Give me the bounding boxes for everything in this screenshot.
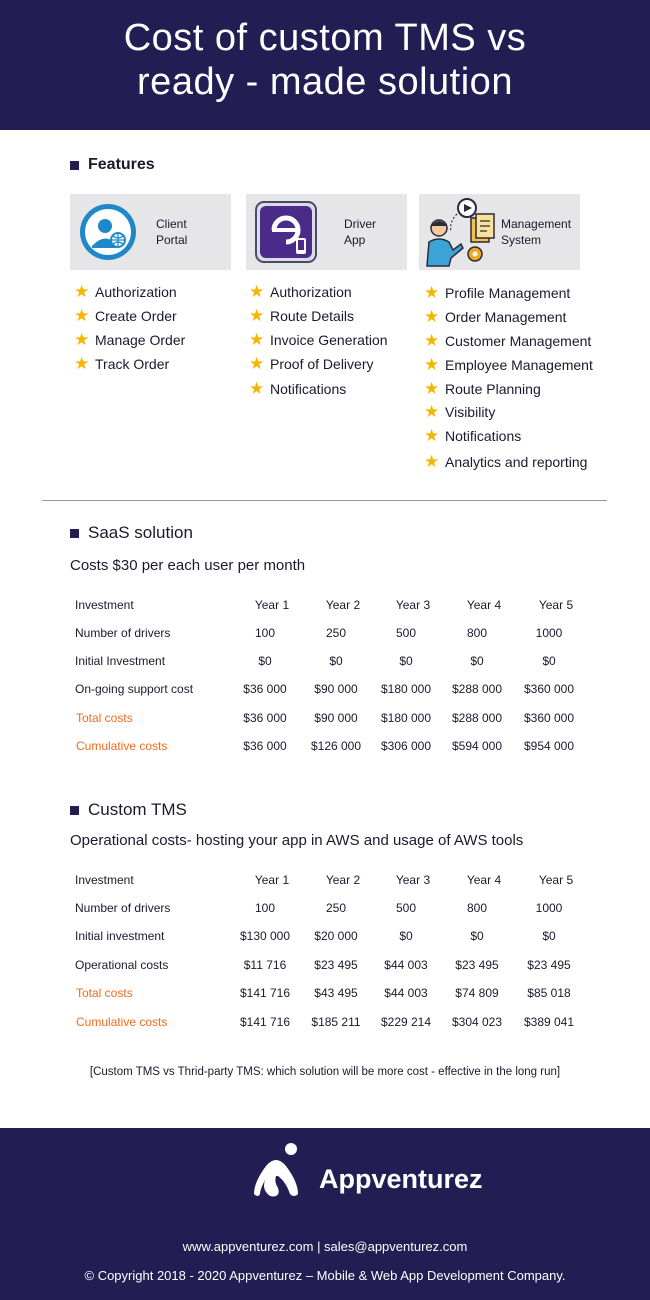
- table-row-label: On-going support cost: [75, 682, 194, 696]
- star-icon: ★: [424, 355, 440, 374]
- feature-item: [249, 381, 346, 397]
- management-system-title: Management System: [501, 217, 572, 247]
- feature-item-label: Track Order: [95, 356, 170, 372]
- table-header-cell: Investment: [75, 598, 134, 612]
- brand-name: Appventurez: [319, 1164, 483, 1194]
- table-cell: $141 716: [239, 986, 291, 1000]
- feature-item-label: Analytics and reporting: [445, 454, 588, 470]
- bullet-square-icon: [70, 806, 79, 815]
- feature-item: [424, 357, 593, 373]
- table-cell: $44 003: [384, 986, 428, 1000]
- feature-item: [424, 454, 587, 470]
- feature-item: [74, 284, 177, 300]
- star-icon: ★: [249, 379, 265, 398]
- feature-item: [74, 308, 177, 324]
- table-cell: $36 000: [243, 739, 287, 753]
- star-icon: ★: [74, 330, 90, 349]
- feature-item: [249, 284, 352, 300]
- table-header-cell: Year 2: [325, 598, 361, 612]
- table-row-label: Number of drivers: [75, 626, 171, 640]
- management-system-card: [419, 194, 580, 270]
- table-header-cell: Year 4: [466, 598, 502, 612]
- table-cell: 800: [466, 901, 488, 915]
- star-icon: ★: [249, 306, 265, 325]
- feature-item-label: Authorization: [270, 284, 352, 300]
- feature-item: [424, 333, 591, 349]
- client-portal-card: [70, 194, 231, 270]
- table-cell: 1000: [535, 626, 563, 640]
- table-cell: $180 000: [380, 682, 432, 696]
- feature-item-label: Invoice Generation: [270, 332, 388, 348]
- appventurez-logo-icon: [250, 1142, 316, 1198]
- driver-app-icon: [254, 200, 318, 264]
- table-row-label: Initial Investment: [75, 654, 166, 668]
- table-cell: $0: [329, 654, 343, 668]
- custom-tms-heading-text: Custom TMS: [88, 800, 187, 819]
- feature-item-label: Visibility: [445, 404, 496, 420]
- table-cell: $141 716: [239, 1015, 291, 1029]
- table-cell: $389 041: [523, 1015, 575, 1029]
- feature-item-label: Manage Order: [95, 332, 186, 348]
- table-row-label: Operational costs: [75, 958, 169, 972]
- table-cell: $288 000: [451, 711, 503, 725]
- table-header-cell: Year 3: [395, 598, 431, 612]
- feature-item: [74, 356, 169, 372]
- table-cell: 250: [325, 626, 347, 640]
- driver-app-title: Driver App: [344, 217, 376, 247]
- table-cell: $36 000: [243, 711, 287, 725]
- table-row-label: Total costs: [76, 711, 133, 725]
- features-heading-text: Features: [88, 156, 155, 173]
- footer: [0, 1128, 650, 1300]
- page-title-line2: ready - made solution: [137, 61, 513, 103]
- features-heading: [70, 156, 155, 174]
- table-header-cell: Year 3: [395, 873, 431, 887]
- table-cell: $306 000: [380, 739, 432, 753]
- table-row-label: Cumulative costs: [76, 739, 168, 753]
- table-header-cell: Investment: [75, 873, 134, 887]
- table-cell: 1000: [535, 901, 563, 915]
- client-portal-icon: [78, 202, 138, 262]
- brand-logo: [250, 1142, 483, 1212]
- table-cell: $44 003: [384, 958, 428, 972]
- table-header-cell: Year 1: [254, 873, 290, 887]
- feature-item: [424, 404, 495, 420]
- star-icon: ★: [424, 452, 440, 471]
- contact-links[interactable]: www.appventurez.com | sales@appventurez.com: [182, 1239, 468, 1254]
- star-icon: ★: [424, 379, 440, 398]
- table-row-label: Number of drivers: [75, 901, 171, 915]
- saas-heading-text: SaaS solution: [88, 523, 193, 542]
- table-cell: $229 214: [380, 1015, 432, 1029]
- table-cell: $74 809: [455, 986, 499, 1000]
- table-cell: 100: [254, 626, 276, 640]
- custom-tms-heading: [70, 800, 187, 820]
- section-divider: [42, 500, 607, 501]
- table-header-cell: Year 2: [325, 873, 361, 887]
- table-cell: $0: [470, 654, 484, 668]
- star-icon: ★: [424, 307, 440, 326]
- table-cell: $23 495: [455, 958, 499, 972]
- custom-tms-subheading: Operational costs- hosting your app in AWS and usage of AWS tools: [70, 832, 524, 849]
- table-cell: 100: [254, 901, 276, 915]
- table-cell: $90 000: [314, 682, 358, 696]
- feature-item-label: Proof of Delivery: [270, 356, 374, 372]
- table-header-cell: Year 1: [254, 598, 290, 612]
- table-cell: $0: [542, 929, 556, 943]
- table-cell: $954 000: [523, 739, 575, 753]
- feature-item-label: Employee Management: [445, 357, 593, 373]
- table-cell: $594 000: [451, 739, 503, 753]
- table-row-label: Total costs: [76, 986, 133, 1000]
- star-icon: ★: [424, 402, 440, 421]
- table-cell: $185 211: [311, 1015, 361, 1029]
- table-cell: $23 495: [527, 958, 571, 972]
- feature-item-label: Customer Management: [445, 333, 592, 349]
- table-row-label: Cumulative costs: [76, 1015, 168, 1029]
- table-cell: $0: [399, 654, 413, 668]
- bullet-square-icon: [70, 529, 79, 538]
- table-cell: $180 000: [380, 711, 432, 725]
- feature-item: [249, 356, 373, 372]
- table-cell: $304 023: [451, 1015, 503, 1029]
- table-cell: $0: [542, 654, 556, 668]
- star-icon: ★: [74, 306, 90, 325]
- star-icon: ★: [424, 283, 440, 302]
- table-cell: $20 000: [314, 929, 358, 943]
- table-cell: $36 000: [243, 682, 287, 696]
- feature-item-label: Profile Management: [445, 285, 571, 301]
- star-icon: ★: [249, 282, 265, 301]
- table-cell: $360 000: [523, 711, 575, 725]
- client-portal-title: Client Portal: [156, 217, 188, 247]
- feature-item: [424, 381, 541, 397]
- star-icon: ★: [424, 426, 440, 445]
- saas-heading: [70, 523, 193, 543]
- table-cell: $23 495: [314, 958, 358, 972]
- header-banner: [0, 0, 650, 130]
- table-cell: $130 000: [239, 929, 291, 943]
- feature-item: [249, 332, 388, 348]
- star-icon: ★: [74, 282, 90, 301]
- table-cell: 500: [395, 901, 417, 915]
- saas-subheading: Costs $30 per each user per month: [70, 557, 306, 574]
- feature-item-label: Create Order: [95, 308, 177, 324]
- feature-item: [424, 309, 566, 325]
- table-header-cell: Year 5: [538, 873, 574, 887]
- table-cell: $126 000: [310, 739, 362, 753]
- management-system-icon: [423, 196, 499, 268]
- table-cell: 500: [395, 626, 417, 640]
- table-cell: $11 716: [243, 958, 287, 972]
- bullet-square-icon: [70, 161, 79, 170]
- feature-item-label: Order Management: [445, 309, 567, 325]
- star-icon: ★: [249, 354, 265, 373]
- feature-item-label: Authorization: [95, 284, 177, 300]
- star-icon: ★: [249, 330, 265, 349]
- table-cell: 800: [466, 626, 488, 640]
- feature-item: [249, 308, 354, 324]
- feature-item-label: Route Details: [270, 308, 355, 324]
- feature-item: [424, 285, 570, 301]
- table-cell: $43 495: [314, 986, 358, 1000]
- table-row-label: Initial investment: [75, 929, 165, 943]
- table-cell: 250: [325, 901, 347, 915]
- star-icon: ★: [74, 354, 90, 373]
- table-cell: $0: [399, 929, 413, 943]
- table-header-cell: Year 5: [538, 598, 574, 612]
- driver-app-card: [246, 194, 407, 270]
- table-cell: $288 000: [451, 682, 503, 696]
- table-cell: $0: [470, 929, 484, 943]
- star-icon: ★: [424, 331, 440, 350]
- table-cell: $360 000: [523, 682, 575, 696]
- table-cell: $85 018: [527, 986, 571, 1000]
- feature-item: [424, 428, 521, 444]
- table-cell: $90 000: [314, 711, 358, 725]
- table-header-cell: Year 4: [466, 873, 502, 887]
- copyright-text: © Copyright 2018 - 2020 Appventurez – Mobile & Web App Development Company.: [84, 1268, 566, 1283]
- feature-item-label: Route Planning: [445, 381, 541, 397]
- feature-item-label: Notifications: [270, 381, 347, 397]
- page-title-line1: Cost of custom TMS vs: [123, 17, 527, 59]
- feature-item-label: Notifications: [445, 428, 522, 444]
- comparison-note: [Custom TMS vs Thrid-party TMS: which solution will be more cost - effective in the long run]: [89, 1066, 561, 1078]
- feature-item: [74, 332, 185, 348]
- table-cell: $0: [258, 654, 272, 668]
